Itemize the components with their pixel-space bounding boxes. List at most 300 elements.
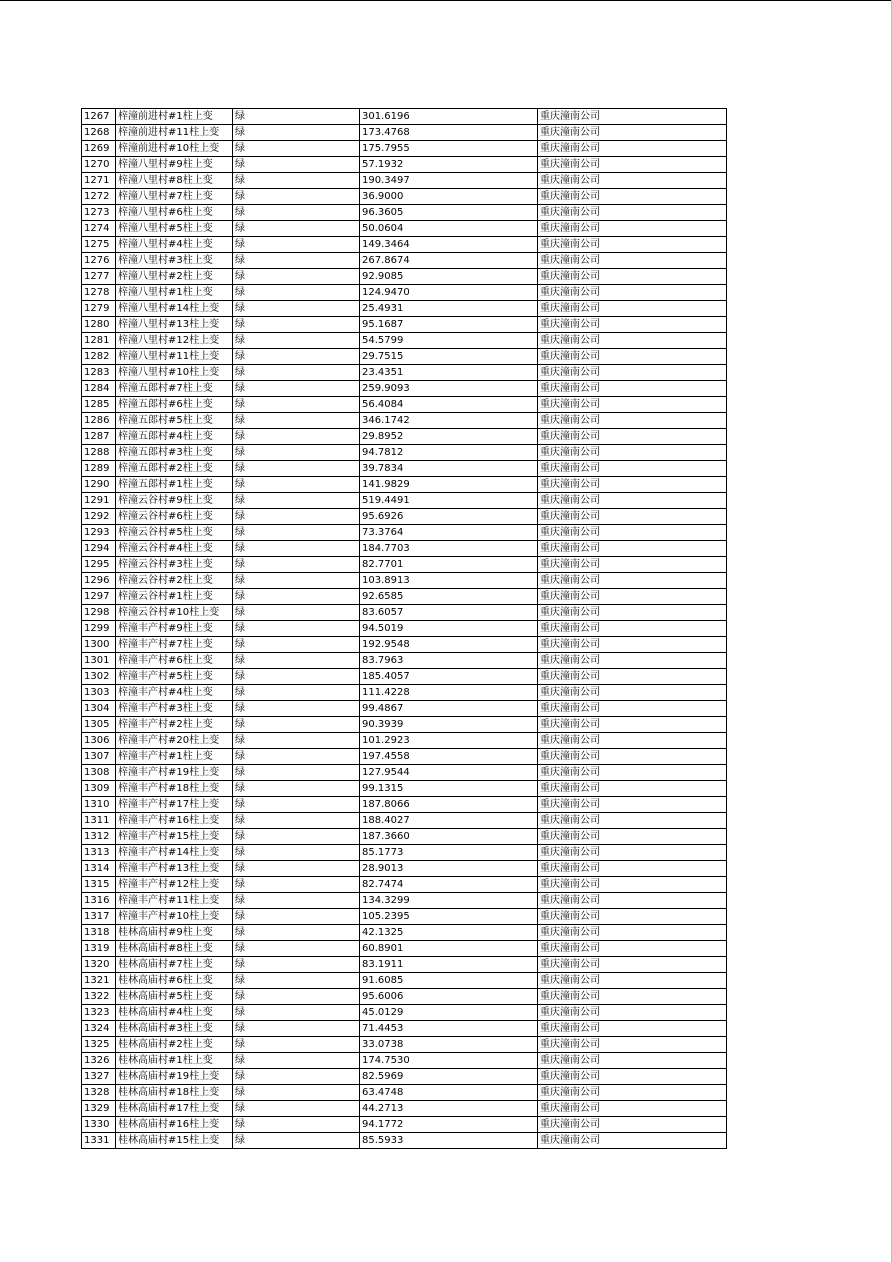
row-number-cell: 1319 <box>82 941 116 957</box>
company-cell: 重庆潼南公司 <box>538 877 727 893</box>
company-cell: 重庆潼南公司 <box>538 109 727 125</box>
status-color-cell: 绿 <box>233 189 360 205</box>
value-cell: 94.7812 <box>360 445 538 461</box>
transformer-name-cell: 梓潼八里村#8柱上变 <box>116 173 233 189</box>
status-color-cell: 绿 <box>233 861 360 877</box>
transformer-name-cell: 梓潼丰产村#2柱上变 <box>116 717 233 733</box>
transformer-name-cell: 梓潼八里村#14柱上变 <box>116 301 233 317</box>
value-cell: 149.3464 <box>360 237 538 253</box>
row-number-cell: 1272 <box>82 189 116 205</box>
table-row <box>82 1101 727 1117</box>
row-number-cell: 1274 <box>82 221 116 237</box>
status-color-cell: 绿 <box>233 557 360 573</box>
status-color-cell: 绿 <box>233 413 360 429</box>
transformer-name-cell: 梓潼丰产村#4柱上变 <box>116 685 233 701</box>
transformer-name-cell: 梓潼八里村#11柱上变 <box>116 349 233 365</box>
value-cell: 92.9085 <box>360 269 538 285</box>
company-cell: 重庆潼南公司 <box>538 669 727 685</box>
company-cell: 重庆潼南公司 <box>538 301 727 317</box>
company-cell: 重庆潼南公司 <box>538 621 727 637</box>
table-row <box>82 925 727 941</box>
status-color-cell: 绿 <box>233 141 360 157</box>
transformer-name-cell: 桂林高庙村#3柱上变 <box>116 1021 233 1037</box>
status-color-cell: 绿 <box>233 1069 360 1085</box>
company-cell: 重庆潼南公司 <box>538 573 727 589</box>
status-color-cell: 绿 <box>233 205 360 221</box>
value-cell: 29.8952 <box>360 429 538 445</box>
value-cell: 95.1687 <box>360 317 538 333</box>
transformer-name-cell: 梓潼八里村#6柱上变 <box>116 205 233 221</box>
value-cell: 197.4558 <box>360 749 538 765</box>
table-row <box>82 397 727 413</box>
row-number-cell: 1312 <box>82 829 116 845</box>
status-color-cell: 绿 <box>233 701 360 717</box>
transformer-name-cell: 梓潼五郎村#6柱上变 <box>116 397 233 413</box>
transformer-name-cell: 梓潼云谷村#9柱上变 <box>116 493 233 509</box>
value-cell: 85.5933 <box>360 1133 538 1149</box>
transformer-name-cell: 桂林高庙村#16柱上变 <box>116 1117 233 1133</box>
transformer-name-cell: 梓潼丰产村#18柱上变 <box>116 781 233 797</box>
table-row <box>82 173 727 189</box>
table-row <box>82 845 727 861</box>
table-row <box>82 493 727 509</box>
table-row <box>82 317 727 333</box>
value-cell: 54.5799 <box>360 333 538 349</box>
status-color-cell: 绿 <box>233 493 360 509</box>
status-color-cell: 绿 <box>233 893 360 909</box>
table-row <box>82 509 727 525</box>
status-color-cell: 绿 <box>233 541 360 557</box>
table-row <box>82 461 727 477</box>
row-number-cell: 1289 <box>82 461 116 477</box>
row-number-cell: 1267 <box>82 109 116 125</box>
row-number-cell: 1309 <box>82 781 116 797</box>
status-color-cell: 绿 <box>233 317 360 333</box>
company-cell: 重庆潼南公司 <box>538 797 727 813</box>
table-row <box>82 1021 727 1037</box>
company-cell: 重庆潼南公司 <box>538 1037 727 1053</box>
company-cell: 重庆潼南公司 <box>538 893 727 909</box>
transformer-name-cell: 桂林高庙村#18柱上变 <box>116 1085 233 1101</box>
value-cell: 39.7834 <box>360 461 538 477</box>
company-cell: 重庆潼南公司 <box>538 733 727 749</box>
value-cell: 92.6585 <box>360 589 538 605</box>
transformer-name-cell: 桂林高庙村#6柱上变 <box>116 973 233 989</box>
table-row <box>82 237 727 253</box>
status-color-cell: 绿 <box>233 221 360 237</box>
company-cell: 重庆潼南公司 <box>538 1069 727 1085</box>
table-row <box>82 637 727 653</box>
row-number-cell: 1295 <box>82 557 116 573</box>
status-color-cell: 绿 <box>233 365 360 381</box>
transformer-name-cell: 梓潼八里村#3柱上变 <box>116 253 233 269</box>
value-cell: 25.4931 <box>360 301 538 317</box>
table-row <box>82 781 727 797</box>
value-cell: 83.1911 <box>360 957 538 973</box>
company-cell: 重庆潼南公司 <box>538 349 727 365</box>
value-cell: 190.3497 <box>360 173 538 189</box>
table-row <box>82 893 727 909</box>
status-color-cell: 绿 <box>233 477 360 493</box>
row-number-cell: 1330 <box>82 1117 116 1133</box>
value-cell: 56.4084 <box>360 397 538 413</box>
transformer-name-cell: 桂林高庙村#15柱上变 <box>116 1133 233 1149</box>
table-row <box>82 1085 727 1101</box>
status-color-cell: 绿 <box>233 621 360 637</box>
value-cell: 28.9013 <box>360 861 538 877</box>
status-color-cell: 绿 <box>233 829 360 845</box>
table-row <box>82 285 727 301</box>
value-cell: 83.6057 <box>360 605 538 621</box>
row-number-cell: 1316 <box>82 893 116 909</box>
value-cell: 259.9093 <box>360 381 538 397</box>
row-number-cell: 1306 <box>82 733 116 749</box>
row-number-cell: 1326 <box>82 1053 116 1069</box>
status-color-cell: 绿 <box>233 109 360 125</box>
transformer-name-cell: 桂林高庙村#2柱上变 <box>116 1037 233 1053</box>
value-cell: 23.4351 <box>360 365 538 381</box>
company-cell: 重庆潼南公司 <box>538 221 727 237</box>
status-color-cell: 绿 <box>233 605 360 621</box>
status-color-cell: 绿 <box>233 877 360 893</box>
transformer-name-cell: 桂林高庙村#5柱上变 <box>116 989 233 1005</box>
transformer-name-cell: 梓潼云谷村#4柱上变 <box>116 541 233 557</box>
row-number-cell: 1297 <box>82 589 116 605</box>
transformer-name-cell: 梓潼丰产村#16柱上变 <box>116 813 233 829</box>
transformer-name-cell: 桂林高庙村#4柱上变 <box>116 1005 233 1021</box>
table-row <box>82 269 727 285</box>
row-number-cell: 1294 <box>82 541 116 557</box>
table-row <box>82 973 727 989</box>
value-cell: 127.9544 <box>360 765 538 781</box>
row-number-cell: 1329 <box>82 1101 116 1117</box>
row-number-cell: 1269 <box>82 141 116 157</box>
row-number-cell: 1310 <box>82 797 116 813</box>
value-cell: 301.6196 <box>360 109 538 125</box>
row-number-cell: 1282 <box>82 349 116 365</box>
company-cell: 重庆潼南公司 <box>538 445 727 461</box>
company-cell: 重庆潼南公司 <box>538 317 727 333</box>
table-row <box>82 829 727 845</box>
row-number-cell: 1308 <box>82 765 116 781</box>
table-row <box>82 605 727 621</box>
status-color-cell: 绿 <box>233 957 360 973</box>
row-number-cell: 1315 <box>82 877 116 893</box>
transformer-name-cell: 桂林高庙村#17柱上变 <box>116 1101 233 1117</box>
value-cell: 82.7474 <box>360 877 538 893</box>
transformer-name-cell: 梓潼云谷村#1柱上变 <box>116 589 233 605</box>
value-cell: 82.7701 <box>360 557 538 573</box>
company-cell: 重庆潼南公司 <box>538 1085 727 1101</box>
status-color-cell: 绿 <box>233 237 360 253</box>
status-color-cell: 绿 <box>233 589 360 605</box>
value-cell: 188.4027 <box>360 813 538 829</box>
table-row <box>82 109 727 125</box>
value-cell: 29.7515 <box>360 349 538 365</box>
transformer-name-cell: 桂林高庙村#7柱上变 <box>116 957 233 973</box>
transformer-name-cell: 梓潼八里村#13柱上变 <box>116 317 233 333</box>
value-cell: 187.3660 <box>360 829 538 845</box>
company-cell: 重庆潼南公司 <box>538 509 727 525</box>
company-cell: 重庆潼南公司 <box>538 637 727 653</box>
transformer-name-cell: 梓潼云谷村#3柱上变 <box>116 557 233 573</box>
row-number-cell: 1286 <box>82 413 116 429</box>
company-cell: 重庆潼南公司 <box>538 845 727 861</box>
status-color-cell: 绿 <box>233 989 360 1005</box>
transformer-name-cell: 梓潼八里村#12柱上变 <box>116 333 233 349</box>
transformer-name-cell: 梓潼八里村#2柱上变 <box>116 269 233 285</box>
table-row <box>82 653 727 669</box>
status-color-cell: 绿 <box>233 1101 360 1117</box>
status-color-cell: 绿 <box>233 797 360 813</box>
row-number-cell: 1281 <box>82 333 116 349</box>
row-number-cell: 1271 <box>82 173 116 189</box>
row-number-cell: 1321 <box>82 973 116 989</box>
status-color-cell: 绿 <box>233 637 360 653</box>
value-cell: 33.0738 <box>360 1037 538 1053</box>
transformer-name-cell: 梓潼五郎村#2柱上变 <box>116 461 233 477</box>
company-cell: 重庆潼南公司 <box>538 701 727 717</box>
table-row <box>82 717 727 733</box>
status-color-cell: 绿 <box>233 1053 360 1069</box>
row-number-cell: 1268 <box>82 125 116 141</box>
company-cell: 重庆潼南公司 <box>538 173 727 189</box>
transformer-name-cell: 梓潼丰产村#6柱上变 <box>116 653 233 669</box>
company-cell: 重庆潼南公司 <box>538 589 727 605</box>
table-row <box>82 1133 727 1149</box>
company-cell: 重庆潼南公司 <box>538 253 727 269</box>
company-cell: 重庆潼南公司 <box>538 557 727 573</box>
value-cell: 57.1932 <box>360 157 538 173</box>
row-number-cell: 1323 <box>82 1005 116 1021</box>
row-number-cell: 1279 <box>82 301 116 317</box>
row-number-cell: 1328 <box>82 1085 116 1101</box>
company-cell: 重庆潼南公司 <box>538 429 727 445</box>
company-cell: 重庆潼南公司 <box>538 525 727 541</box>
status-color-cell: 绿 <box>233 461 360 477</box>
transformer-name-cell: 梓潼丰产村#11柱上变 <box>116 893 233 909</box>
table-row <box>82 141 727 157</box>
transformer-name-cell: 梓潼云谷村#10柱上变 <box>116 605 233 621</box>
table-row <box>82 381 727 397</box>
value-cell: 124.9470 <box>360 285 538 301</box>
status-color-cell: 绿 <box>233 1005 360 1021</box>
transformer-name-cell: 桂林高庙村#1柱上变 <box>116 1053 233 1069</box>
status-color-cell: 绿 <box>233 1117 360 1133</box>
company-cell: 重庆潼南公司 <box>538 829 727 845</box>
row-number-cell: 1324 <box>82 1021 116 1037</box>
row-number-cell: 1278 <box>82 285 116 301</box>
table-row <box>82 701 727 717</box>
value-cell: 95.6006 <box>360 989 538 1005</box>
row-number-cell: 1311 <box>82 813 116 829</box>
company-cell: 重庆潼南公司 <box>538 765 727 781</box>
row-number-cell: 1304 <box>82 701 116 717</box>
company-cell: 重庆潼南公司 <box>538 1117 727 1133</box>
row-number-cell: 1307 <box>82 749 116 765</box>
company-cell: 重庆潼南公司 <box>538 125 727 141</box>
row-number-cell: 1280 <box>82 317 116 333</box>
company-cell: 重庆潼南公司 <box>538 1133 727 1149</box>
row-number-cell: 1275 <box>82 237 116 253</box>
status-color-cell: 绿 <box>233 125 360 141</box>
company-cell: 重庆潼南公司 <box>538 1101 727 1117</box>
value-cell: 85.1773 <box>360 845 538 861</box>
table-row <box>82 189 727 205</box>
value-cell: 192.9548 <box>360 637 538 653</box>
company-cell: 重庆潼南公司 <box>538 909 727 925</box>
value-cell: 82.5969 <box>360 1069 538 1085</box>
company-cell: 重庆潼南公司 <box>538 189 727 205</box>
company-cell: 重庆潼南公司 <box>538 237 727 253</box>
value-cell: 63.4748 <box>360 1085 538 1101</box>
value-cell: 134.3299 <box>360 893 538 909</box>
table-row <box>82 749 727 765</box>
status-color-cell: 绿 <box>233 253 360 269</box>
transformer-name-cell: 梓潼五郎村#7柱上变 <box>116 381 233 397</box>
company-cell: 重庆潼南公司 <box>538 813 727 829</box>
status-color-cell: 绿 <box>233 1037 360 1053</box>
table-row <box>82 413 727 429</box>
table-row <box>82 1037 727 1053</box>
row-number-cell: 1284 <box>82 381 116 397</box>
value-cell: 103.8913 <box>360 573 538 589</box>
row-number-cell: 1291 <box>82 493 116 509</box>
value-cell: 185.4057 <box>360 669 538 685</box>
status-color-cell: 绿 <box>233 653 360 669</box>
table-row <box>82 301 727 317</box>
row-number-cell: 1299 <box>82 621 116 637</box>
company-cell: 重庆潼南公司 <box>538 205 727 221</box>
transformer-name-cell: 桂林高庙村#19柱上变 <box>116 1069 233 1085</box>
table-row <box>82 685 727 701</box>
value-cell: 141.9829 <box>360 477 538 493</box>
data-table <box>81 108 727 1149</box>
value-cell: 94.5019 <box>360 621 538 637</box>
value-cell: 91.6085 <box>360 973 538 989</box>
transformer-name-cell: 梓潼丰产村#9柱上变 <box>116 621 233 637</box>
value-cell: 45.0129 <box>360 1005 538 1021</box>
row-number-cell: 1303 <box>82 685 116 701</box>
company-cell: 重庆潼南公司 <box>538 397 727 413</box>
company-cell: 重庆潼南公司 <box>538 685 727 701</box>
table-row <box>82 765 727 781</box>
transformer-name-cell: 梓潼丰产村#10柱上变 <box>116 909 233 925</box>
transformer-name-cell: 梓潼前进村#10柱上变 <box>116 141 233 157</box>
table-row <box>82 621 727 637</box>
table-row <box>82 541 727 557</box>
company-cell: 重庆潼南公司 <box>538 861 727 877</box>
row-number-cell: 1318 <box>82 925 116 941</box>
table-row <box>82 221 727 237</box>
company-cell: 重庆潼南公司 <box>538 461 727 477</box>
transformer-name-cell: 梓潼八里村#4柱上变 <box>116 237 233 253</box>
table-row <box>82 909 727 925</box>
transformer-name-cell: 梓潼丰产村#5柱上变 <box>116 669 233 685</box>
row-number-cell: 1290 <box>82 477 116 493</box>
status-color-cell: 绿 <box>233 813 360 829</box>
transformer-name-cell: 梓潼丰产村#1柱上变 <box>116 749 233 765</box>
table-row <box>82 1053 727 1069</box>
status-color-cell: 绿 <box>233 765 360 781</box>
row-number-cell: 1292 <box>82 509 116 525</box>
table-row <box>82 797 727 813</box>
table-row <box>82 573 727 589</box>
row-number-cell: 1298 <box>82 605 116 621</box>
transformer-name-cell: 梓潼丰产村#7柱上变 <box>116 637 233 653</box>
value-cell: 173.4768 <box>360 125 538 141</box>
value-cell: 96.3605 <box>360 205 538 221</box>
status-color-cell: 绿 <box>233 397 360 413</box>
transformer-name-cell: 梓潼丰产村#14柱上变 <box>116 845 233 861</box>
table-row <box>82 813 727 829</box>
transformer-name-cell: 梓潼八里村#1柱上变 <box>116 285 233 301</box>
company-cell: 重庆潼南公司 <box>538 717 727 733</box>
table-row <box>82 941 727 957</box>
table-row <box>82 1005 727 1021</box>
table-row <box>82 1069 727 1085</box>
value-cell: 111.4228 <box>360 685 538 701</box>
value-cell: 184.7703 <box>360 541 538 557</box>
transformer-name-cell: 梓潼云谷村#5柱上变 <box>116 525 233 541</box>
transformer-name-cell: 梓潼八里村#5柱上变 <box>116 221 233 237</box>
company-cell: 重庆潼南公司 <box>538 1005 727 1021</box>
row-number-cell: 1296 <box>82 573 116 589</box>
transformer-name-cell: 梓潼前进村#1柱上变 <box>116 109 233 125</box>
status-color-cell: 绿 <box>233 845 360 861</box>
row-number-cell: 1300 <box>82 637 116 653</box>
status-color-cell: 绿 <box>233 1085 360 1101</box>
value-cell: 105.2395 <box>360 909 538 925</box>
status-color-cell: 绿 <box>233 749 360 765</box>
table-row <box>82 157 727 173</box>
value-cell: 95.6926 <box>360 509 538 525</box>
row-number-cell: 1331 <box>82 1133 116 1149</box>
row-number-cell: 1277 <box>82 269 116 285</box>
value-cell: 187.8066 <box>360 797 538 813</box>
table-row <box>82 205 727 221</box>
transformer-name-cell: 梓潼丰产村#13柱上变 <box>116 861 233 877</box>
status-color-cell: 绿 <box>233 349 360 365</box>
table-row <box>82 477 727 493</box>
status-color-cell: 绿 <box>233 717 360 733</box>
status-color-cell: 绿 <box>233 173 360 189</box>
row-number-cell: 1317 <box>82 909 116 925</box>
value-cell: 71.4453 <box>360 1021 538 1037</box>
transformer-name-cell: 桂林高庙村#8柱上变 <box>116 941 233 957</box>
status-color-cell: 绿 <box>233 381 360 397</box>
company-cell: 重庆潼南公司 <box>538 749 727 765</box>
transformer-name-cell: 梓潼五郎村#5柱上变 <box>116 413 233 429</box>
row-number-cell: 1270 <box>82 157 116 173</box>
company-cell: 重庆潼南公司 <box>538 381 727 397</box>
table-body <box>82 109 727 1149</box>
value-cell: 99.1315 <box>360 781 538 797</box>
status-color-cell: 绿 <box>233 669 360 685</box>
row-number-cell: 1293 <box>82 525 116 541</box>
transformer-name-cell: 梓潼八里村#9柱上变 <box>116 157 233 173</box>
table-row <box>82 733 727 749</box>
table-row <box>82 125 727 141</box>
status-color-cell: 绿 <box>233 509 360 525</box>
status-color-cell: 绿 <box>233 269 360 285</box>
transformer-name-cell: 梓潼丰产村#15柱上变 <box>116 829 233 845</box>
transformer-name-cell: 梓潼五郎村#3柱上变 <box>116 445 233 461</box>
transformer-name-cell: 梓潼前进村#11柱上变 <box>116 125 233 141</box>
table-row <box>82 557 727 573</box>
value-cell: 174.7530 <box>360 1053 538 1069</box>
status-color-cell: 绿 <box>233 525 360 541</box>
